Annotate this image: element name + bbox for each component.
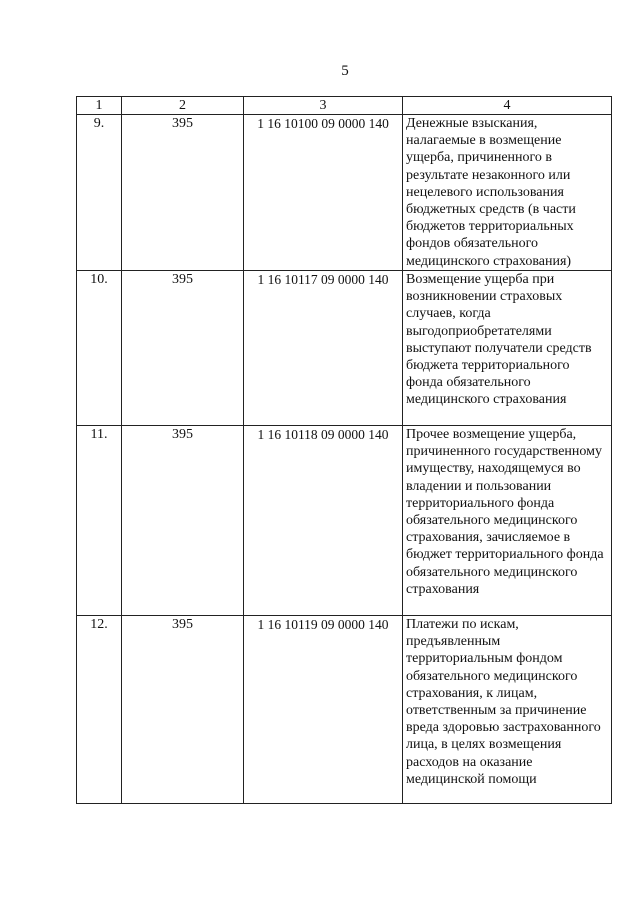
administrator-code: 395 — [122, 616, 244, 804]
budget-classification-code: 1 16 10118 09 0000 140 — [244, 426, 403, 616]
page-number: 5 — [341, 63, 349, 79]
row-number: 10. — [77, 271, 122, 426]
column-header-3: 3 — [244, 97, 403, 115]
budget-classification-code: 1 16 10100 09 0000 140 — [244, 115, 403, 271]
administrator-code: 395 — [122, 426, 244, 616]
budget-classification-code: 1 16 10119 09 0000 140 — [244, 616, 403, 804]
row-number: 11. — [77, 426, 122, 616]
income-description: Прочее возмещение ущерба, причиненного государственному имуществу, находящемуся во владении и пользовании территориального фонда обязательного медицинского страхования, зачисляемое в бюджет территориального фонда обязательного медицинского страхования — [403, 426, 612, 616]
table-header-row — [77, 97, 612, 115]
administrator-code: 395 — [122, 115, 244, 271]
income-description: Платежи по искам, предъявленным территориальным фондом обязательного медицинского страхования, к лицам, ответственным за причинение вреда здоровью застрахованного лица, в целях возмещения расходов на оказание медицинской помощи — [403, 616, 612, 804]
income-description: Денежные взыскания, налагаемые в возмещение ущерба, причиненного в результате незаконного или нецелевого использования бюджетных средств (в части бюджетов территориальных фондов обязательного медицинского страхования) — [403, 115, 612, 271]
column-header-1: 1 — [77, 97, 122, 115]
table-row — [77, 115, 612, 271]
row-number: 9. — [77, 115, 122, 271]
budget-classification-code: 1 16 10117 09 0000 140 — [244, 271, 403, 426]
row-number: 12. — [77, 616, 122, 804]
column-header-4: 4 — [403, 97, 612, 115]
column-header-2: 2 — [122, 97, 244, 115]
revenue-codes-table — [76, 96, 612, 804]
administrator-code: 395 — [122, 271, 244, 426]
table-row — [77, 426, 612, 616]
income-description: Возмещение ущерба при возникновении страховых случаев, когда выгодоприобретателями выступают получатели средств бюджета территориального фонда обязательного медицинского страхования — [403, 271, 612, 426]
table-row — [77, 271, 612, 426]
table-row — [77, 616, 612, 804]
